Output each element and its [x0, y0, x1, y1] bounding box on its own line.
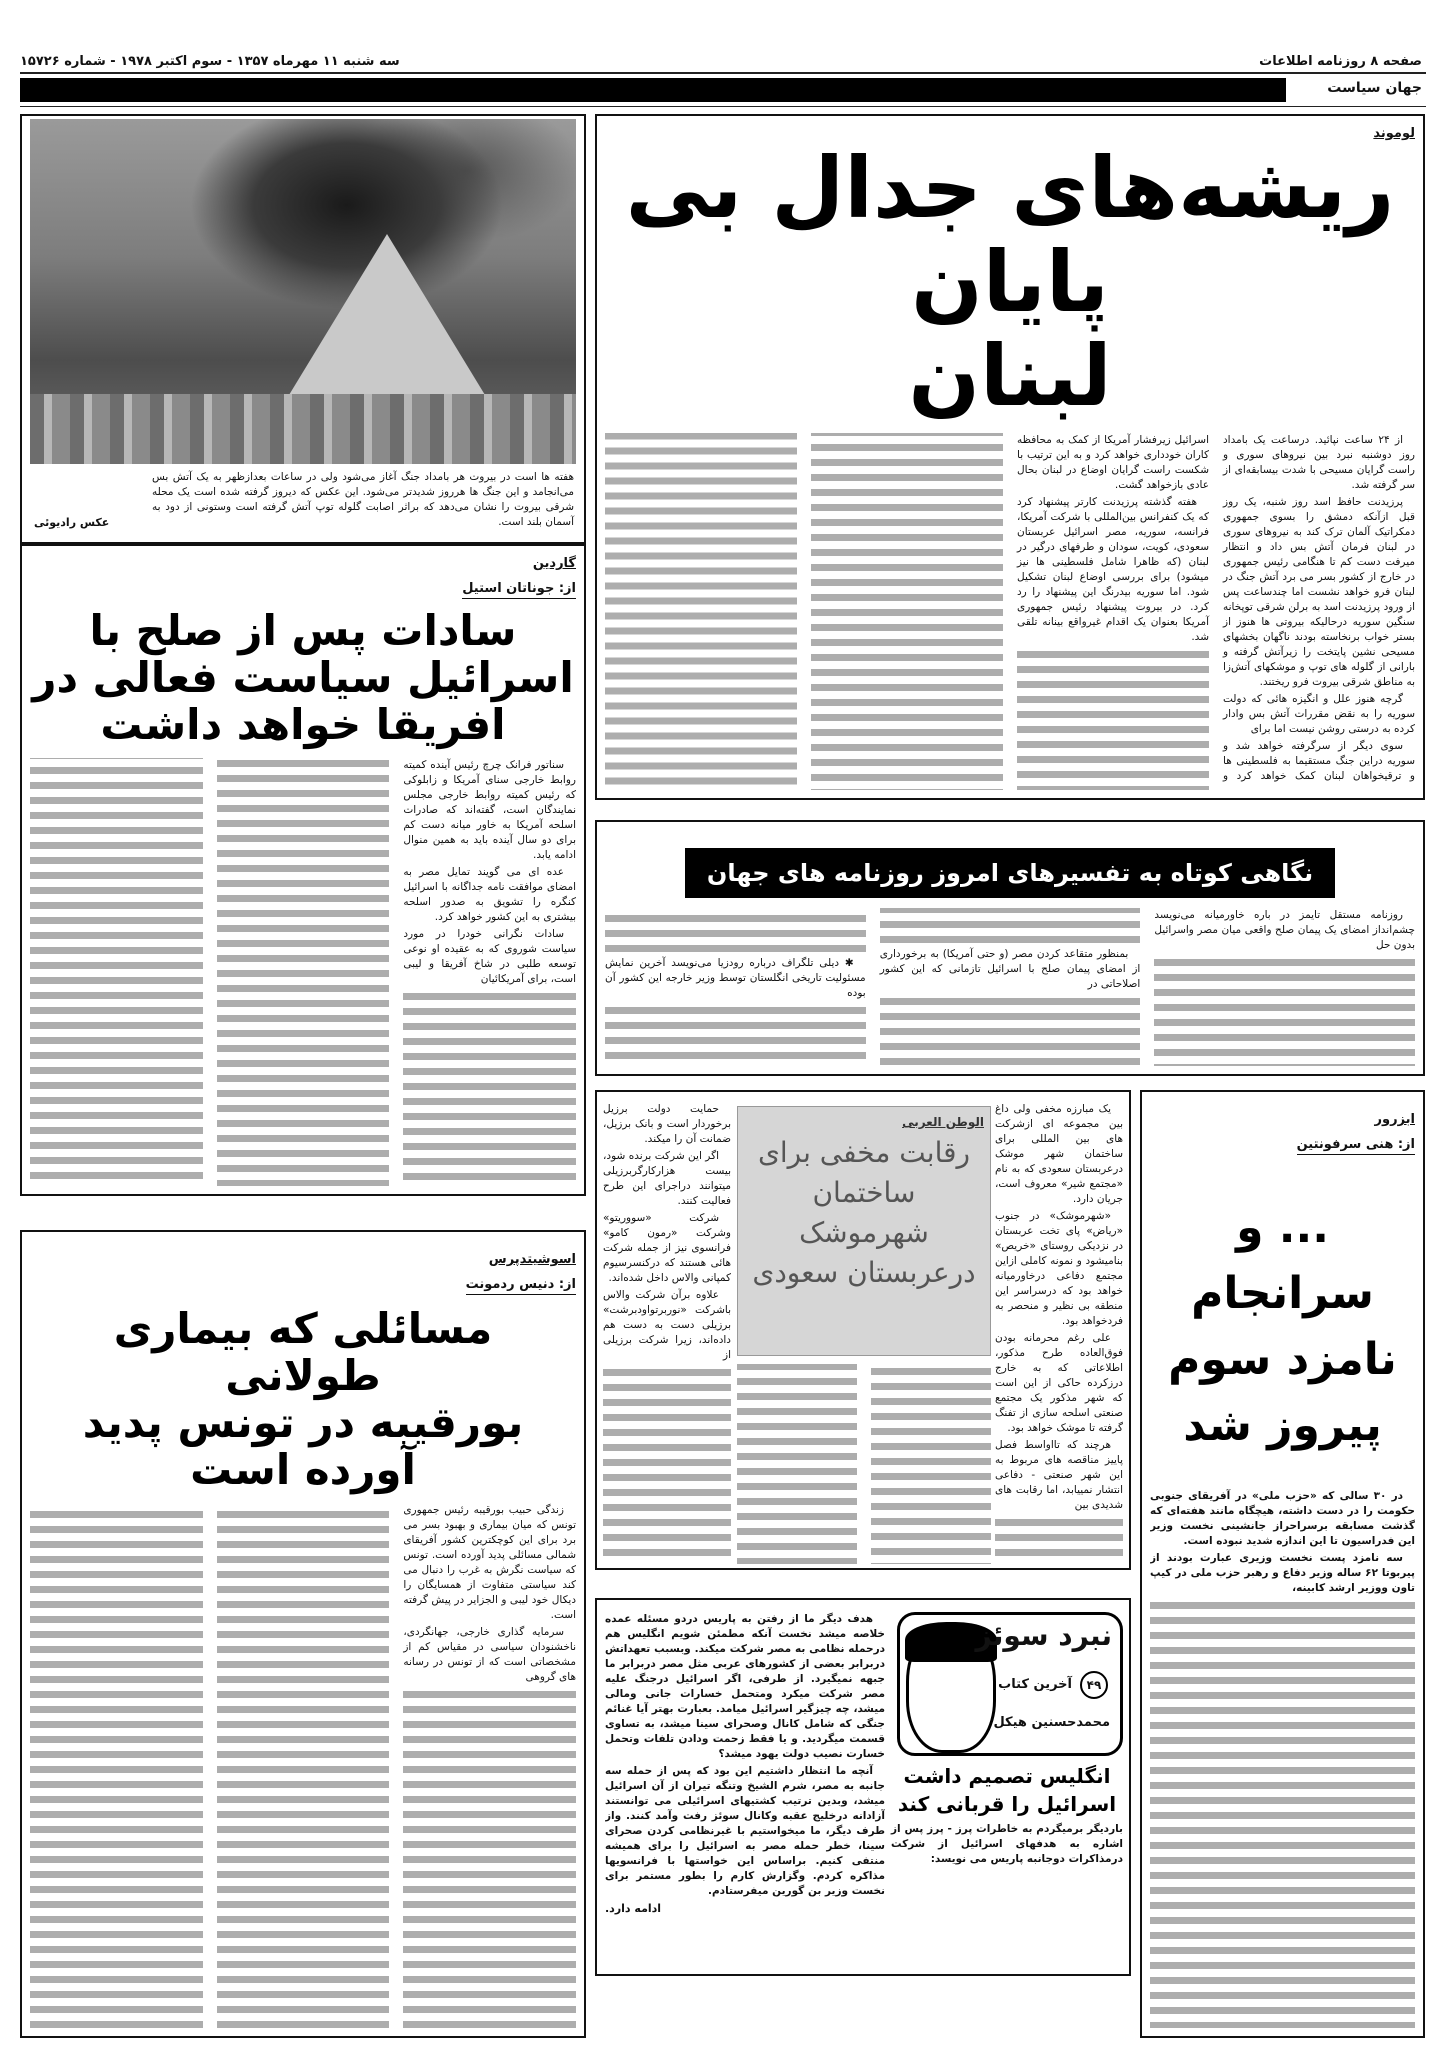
paragraph: علاوه برآن شرکت والاس باشرکت «نوربرتواودبرشت» برزیلی دست به دست هم داده‌اند، زیرا شرکت برزیلی از: [603, 1289, 731, 1361]
author-name: محمدحسنین هیکل: [993, 1715, 1110, 1730]
paragraph: سوی دیگر از سرگرفته خواهد شد و سوریه دراین جنگ مستقیما به فلسطینی ها و ترقیخواهان لبنان کمک خواهد کرد و اسرائیل زیرفشار آمریکا از کمک به محافظه کاران خودداری خواهد کرد و به این ترتیب با شکست راست گرایان اوضاع در لبنان بحال عادی بازخواهد گشت.: [1017, 434, 1415, 783]
article-body-left: [603, 1102, 731, 1564]
lebanon-article: [595, 114, 1425, 800]
page-label: صفحه ۸ روزنامه اطلاعات: [1259, 54, 1422, 69]
paragraph: اگر این شرکت برنده شود، بیست هزارکارگربرزیلی میتوانند دراجرای این طرح فعالیت کنند.: [603, 1150, 731, 1207]
headline: نامزد سوم: [1168, 1334, 1397, 1385]
beirut-smoke-photo: [30, 119, 576, 464]
photo-credit: عکس رادیوئی: [34, 516, 110, 529]
paragraph: هرچند که تااواسط فصل پاییز مناقصه های مربوط به این شهر صنعتی - دفاعی انتشار نمییابد، اما رقابت های شدیدی بین: [995, 1439, 1123, 1511]
tunisia-article: [20, 1230, 586, 2038]
article-body: [30, 758, 576, 1186]
text-continuation: [737, 1364, 991, 1564]
suez-serial: [595, 1598, 1131, 1976]
author-byline: از: جوناتان استیل: [462, 581, 576, 599]
article-body-middle: [737, 1364, 991, 1564]
paragraph: سرمایه گذاری خارجی، جهانگردی، ناخشنودان سیاسی در مقیاس کم از مشخصاتی است که از تونس در رسانه های گروهی: [403, 1626, 576, 1684]
paragraph: آنچه ما انتظار داشتیم این بود که پس از حمله سه جانبه به مصر، شرم الشیخ وتنگه تیران از آن اسرائیل میشد، وبدین ترتیب کشتیهای اسرائیلی می توانستند آزادانه درخلیج عقبه وکانال سوئز رفت وآمد کنند. واز طرف دیگر، ما میخواستیم با غیرنظامی کردن صحرای سینا، خطر حمله مصر به اسرائیل را برای همیشه منتفی کنیم. براساس این خواستها با فرانسویها مذاکره کردم. وگزارش کارم را بطور مستمر برای نخست وزیر بن گورین میفرستادم.: [605, 1765, 885, 1897]
divider: [20, 72, 1426, 74]
article-source: گاردین: [532, 556, 576, 571]
photo-box: [20, 114, 586, 544]
paragraph: بمنظور متقاعد کردن مصر (و حتی آمریکا) به برخورداری از امضای پیمان صلح با اسرائیل تازمانی که این کشور اصلاحاتی در: [879, 948, 1141, 990]
article-body: [605, 433, 1415, 790]
paragraph: روزنامه مستقل تایمز در باره خاورمیانه می‌نویسد چشم‌انداز امضای یک پیمان صلح واقعی میان مصر واسرائیل بدون حل: [1154, 909, 1415, 951]
headline: آورده است: [190, 1445, 416, 1495]
headline: سادات پس از صلح با اسرائیل سیاست فعالی در افریقا خواهد داشت: [32, 606, 574, 750]
article-body: [1150, 1489, 1415, 2028]
paragraph: سه نامزد پست نخست وزیری عبارت بودند از پیربوتا ۶۲ ساله وزیر دفاع و رهبر حزب ملی در کیپ تاون ووزیر ارشد کابینه،: [1150, 1552, 1415, 1594]
article-source: ابزرور: [1374, 1112, 1415, 1127]
headline-panel: [737, 1106, 991, 1356]
date-line: سه شنبه ۱۱ مهرماه ۱۳۵۷ - سوم اکتبر ۱۹۷۸ - شماره ۱۵۷۲۶: [20, 54, 400, 69]
headline: لبنان: [908, 327, 1112, 426]
section-bar: [20, 78, 1286, 102]
paragraph: زندگی حبیب بورقیبه رئیس جمهوری تونس که میان بیماری و بهبود بسر می برد برای این کوچکترین کشور آفریقای شمالی مسائلی پدید آورده است. تونس که سیاست نگرش به غرب را دنبال می کند سیاستی متفاوت از همسایگان را دیکال خود لیبی و الجزایر در پیش گرفته است.: [403, 1504, 576, 1622]
headline: پیروز شد: [1183, 1400, 1382, 1451]
article-source: لوموند: [1373, 126, 1415, 141]
article-body: [30, 1503, 576, 2028]
paragraph: از ۲۴ ساعت نپائید. درساعت یک بامداد روز دوشنبه نبرد بین نیروهای سوری و راست گرایان مسیحی با شدت بیسابقه‌ای از سر گرفته شد.: [1223, 434, 1415, 492]
paragraph: سناتور فرانک چرچ رئیس آینده کمیته روابط خارجی سنای آمریکا و زابلوکی که رئیس کمیته روابط خارجی مجلس نمایندگان است، گفته‌اند که صادرات اسلحه آمریکا به خاور میانه دست کم برای دو سال آینده باید به همین منوال ادامه یابد.: [403, 759, 576, 862]
article-source: اسوشیتدپرس: [488, 1252, 576, 1267]
headline: رقابت مخفی برای ساختمان شهرموشک درعربستان سعودی: [752, 1136, 976, 1289]
paragraph: گرچه هنوز علل و انگیزه هائی که دولت سوریه را به نقض مقررات آتش بس وادار کرده به درستی روشن نیست اما برای: [1223, 693, 1415, 736]
paragraph: هفته گذشته پرزیدنت کارتر پیشنهاد کرد که یک کنفرانس بین‌المللی با شرکت آمریکا، فرانسه، سوریه، مصر اسرائیل عربستان سعودی، کویت، سودان و طرفهای درگیر در لبنان (که ظاهرا شامل فلسطینی ها نیز میشود) برای بررسی اوضاع لبنان تشکیل شود. اما سوریه بیدرنگ این پیشنهاد را رد کرد. در بیروت پیشنهاد رئیس جمهوری آمریکا بعنوان یک اقدام غیرواقع بینانه تلقی شد.: [1017, 496, 1209, 644]
photo-caption: هفته ها است در بیروت هر بامداد جنگ آغاز می‌شود ولی در ساعات بعدازظهر به یک آتش بس می‌انجامد و این جنگ ها هرروز شدیدتر می‌شود. این عکس که دیروز گرفته شده است یک محله شرقی بیروت را نشان می‌دهد که براثر اصابت گلوله توپ آتش گرفته است وستونی از دود به آسمان بلند است.: [152, 471, 574, 528]
author-byline: از: دنیس ردمونت: [466, 1277, 576, 1295]
headline: انگلیس تصمیم داشت اسرائیل را قربانی کند: [897, 1764, 1117, 1816]
divider: [20, 106, 1426, 107]
article-source: الوطن العربی: [902, 1115, 984, 1129]
headline: ریشه‌های جدال بی پایان: [625, 139, 1395, 332]
paragraph: ✱ دیلی تلگراف درباره رودزیا می‌نویسد آخرین نمایش مسئولیت تاریخی انگلستان توسط وزیر خارجه این کشور آن بوده: [605, 957, 866, 999]
paragraph: پرزیدنت حافظ اسد روز شنبه، یک روز قبل ازآنکه دمشق را بسوی جمهوری دمکراتیک آلمان ترک کند به نیروهای سوری در لبنان فرمان آتش بس داد و انتظار میرفت دست کم تا هنگامی رئیس جمهوری در خارج از کشور بسر می برد آتش جنگ در لبنان فرو خواهد نشست اما چندساعت پس از ورود پرزیدنت اسد به برلن شرقی توپخانه سنگین سوریه درحالیکه بیروتی ها هنوز از بستر خواب برنخاسته بودند ناگهان بخشهای مسیحی نشین پایتخت را زیرآتش گرفته و بارانی از گلوله های توپ و موشکهای آتش‌زا به مناطق شرقی بیروت فرو ریختند.: [1223, 496, 1415, 689]
series-title: نبرد سوئز: [975, 1619, 1112, 1652]
serial-body: [605, 1612, 885, 1968]
southafrica-article: [1140, 1090, 1425, 2038]
author-byline: از: هنی سرفونتین: [1297, 1137, 1415, 1155]
serial-intro: باردیگر برمیگردم به خاطرات پرز - پرز پس از اشاره به هدفهای اسرائیل از شرکت درمذاکرات دوجانبه پاریس می نویسد:: [891, 1823, 1123, 1865]
paragraph: علی رغم محرمانه بودن فوق‌العاده طرح مذکور، اطلاعاتی که به خارج درزکرده حاکی از این است که شهر مذکور یک مجتمع صنعتی اسلحه سازی از تفنگ گرفته تا موشک خواهد بود.: [995, 1332, 1123, 1434]
paragraph: هدف دیگر ما از رفتن به پاریس دردو مسئله عمده خلاصه میشد نخست آنکه مطمئن شویم انگلیس هم درحمله نظامی به مصر شرکت میکند. وبسبب تعهداتش دربرابر بعضی از کشورهای عربی مثل مصر دربرابر ما جبهه نمیگیرد. از طرفی، اگر اسرائیل درجنگ علیه مصر شرکت میکرد ومتحمل خسارات جانی ومالی میشد، چه چیزگیر اسرائیل میامد. بعبارت بهتر آیا غنائم جنگی که شامل کانال وصحرای سینا میشد، به تساوی قسمت میگردید. و یا فقط زحمت ودادن تلفات وتحمل خسارت نصیب دولت یهود میشد؟: [605, 1613, 885, 1760]
article-body-right: [995, 1102, 1123, 1564]
series-logo: [897, 1612, 1123, 1756]
episode-number: ۴۹: [1080, 1671, 1108, 1699]
headline: بورقیبه در تونس پدید: [82, 1398, 524, 1448]
digest-title: نگاهی کوتاه به تفسیرهای امروز روزنامه های جهان: [685, 848, 1335, 898]
paragraph: عده ای می گویند تمایل مصر به امضای موافقت نامه جداگانه با اسرائیل کنگره را تشویق به صدور اسلحه بیشتری به این کشور خواهد کرد.: [403, 866, 576, 924]
section-title: جهان سیاست: [1327, 80, 1422, 96]
sadat-article: [20, 544, 586, 1196]
paragraph: «شهرموشک» در جنوب «ریاض» پای تخت عربستان در نزدیکی روستای «خریص» بنامیشود و نمونه کاملی ازاین مجتمع دفاعی درخاورمیانه خواهد بود که درسراسر این منطقه بی نظیر و منحصر به فردخواهد بود.: [995, 1210, 1123, 1327]
serial-header: [891, 1612, 1123, 1966]
paragraph: شرکت «سووریتو» وشرکت «رمون کامو» فرانسوی نیز از جمله شرکت هائی هستند که درکنسرسیوم کمپانی والاس داخل شده‌اند.: [603, 1212, 731, 1284]
paragraph: یک مبارزه مخفی ولی داغ بین مجموعه ای ازشرکت های بین المللی برای ساختمان شهر موشک درعربستان سعودی که به نام «مجتمع شیر» معروف است، جریان دارد.: [995, 1103, 1123, 1205]
headline: ... و سرانجام: [1191, 1202, 1374, 1319]
paragraph: در ۳۰ سالی که «حزب ملی» در آفریقای جنوبی حکومت را در دست داشته، هیچگاه مانند هفته‌ای که گذشت مسابقه برسراحراز جانشینی نخست وزیر این فدراسیون تا این اندازه شدید نبوده است.: [1150, 1490, 1415, 1547]
saudi-article: [595, 1090, 1131, 1570]
headline: مسائلی که بیماری طولانی: [113, 1304, 493, 1401]
continued-note: ادامه دارد.: [605, 1902, 662, 1915]
paragraph: حمایت دولت برزیل برخوردار است و بانک برزیل، ضمانت آن را میکند.: [603, 1103, 731, 1145]
paragraph: سادات نگرانی خودرا در مورد سیاست شوروی که به عقیده او نوعی توسعه طلبی در شاخ آفریقا و لیبی است، برای آمریکائیان: [403, 928, 576, 986]
photo-city: [30, 394, 576, 464]
book-label: آخرین کتاب: [998, 1677, 1072, 1692]
digest-body: [605, 908, 1415, 1066]
press-digest: [595, 820, 1425, 1076]
